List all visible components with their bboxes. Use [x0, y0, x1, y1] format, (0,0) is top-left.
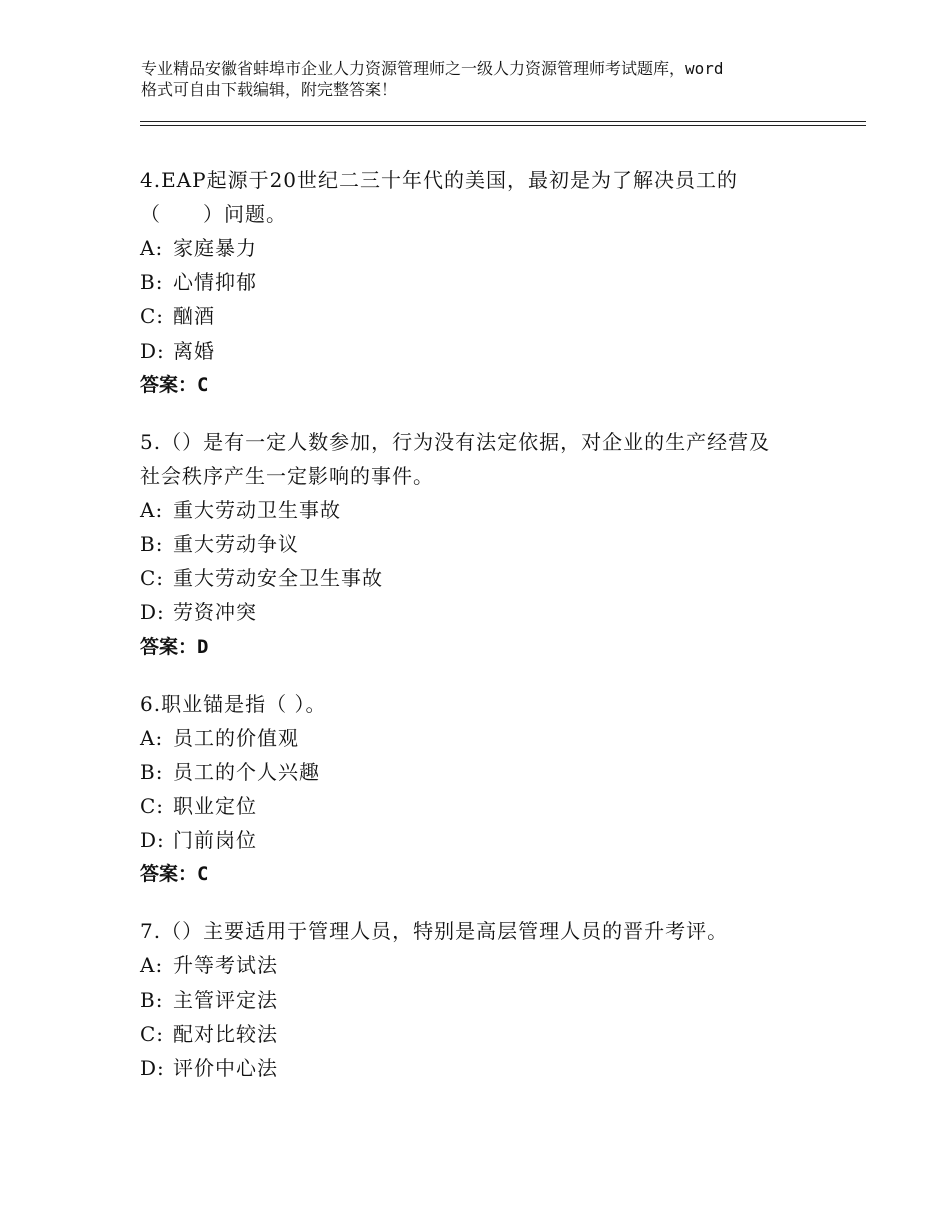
option-text: 重大劳动卫生事故 — [173, 497, 341, 522]
option-b — [140, 755, 820, 789]
header-title-line-1: 专业精品安徽省蚌埠市企业人力资源管理师之一级人力资源管理师考试题库，word — [141, 59, 724, 78]
option-key: A: — [140, 236, 164, 260]
option-c — [140, 561, 820, 595]
option-d — [140, 595, 820, 629]
option-key: C: — [140, 566, 165, 591]
answer-line: 答案：C — [140, 863, 209, 886]
option-key: B: — [140, 532, 164, 557]
option-key: D: — [140, 338, 165, 363]
option-a — [140, 231, 820, 265]
question-stem-continued: （ ）问题。 — [140, 202, 287, 226]
question-stem: 5.（）是有一定人数参加，行为没有法定依据，对企业的生产经营及 — [140, 429, 771, 454]
option-d — [140, 823, 820, 857]
option-b — [140, 265, 820, 299]
option-key: D: — [140, 600, 165, 625]
option-d — [140, 334, 820, 368]
option-key: A: — [140, 725, 164, 750]
question-list — [140, 163, 820, 1108]
question-7 — [140, 914, 820, 1085]
option-text: 职业定位 — [173, 794, 257, 819]
document-header — [141, 58, 831, 100]
option-a — [140, 948, 820, 982]
option-text: 劳资冲突 — [173, 600, 257, 625]
answer-line: 答案：C — [140, 373, 209, 396]
option-key: A: — [140, 953, 164, 978]
option-c — [140, 1017, 820, 1051]
option-text: 主管评定法 — [173, 987, 278, 1012]
question-stem: 4.EAP起源于20世纪二三十年代的美国，最初是为了解决员工的 — [140, 168, 739, 192]
option-key: C: — [140, 794, 165, 819]
option-text: 心情抑郁 — [173, 270, 257, 295]
option-text: 门前岗位 — [173, 828, 257, 853]
option-a — [140, 721, 820, 755]
question-stem-continued: 社会秩序产生一定影响的事件。 — [140, 463, 434, 488]
question-stem: 7.（）主要适用于管理人员，特别是高层管理人员的晋升考评。 — [140, 919, 729, 944]
option-a — [140, 493, 820, 527]
option-text: 酗酒 — [173, 304, 215, 329]
option-key: C: — [140, 1021, 165, 1046]
option-d — [140, 1051, 820, 1085]
option-key: D: — [140, 1056, 165, 1081]
option-key: B: — [140, 987, 164, 1012]
option-key: A: — [140, 497, 164, 522]
option-key: C: — [140, 304, 165, 329]
header-title-line-2: 格式可自由下载编辑，附完整答案！ — [141, 80, 398, 99]
option-key: B: — [140, 759, 164, 784]
option-text: 员工的价值观 — [173, 725, 299, 750]
option-text: 离婚 — [173, 338, 215, 363]
option-key: B: — [140, 270, 164, 295]
option-text: 配对比较法 — [173, 1021, 278, 1046]
answer-line: 答案：D — [140, 635, 209, 658]
option-c — [140, 789, 820, 823]
option-text: 升等考试法 — [173, 953, 278, 978]
option-text: 员工的个人兴趣 — [173, 759, 320, 784]
option-b — [140, 983, 820, 1017]
option-text: 家庭暴力 — [173, 236, 257, 260]
question-6 — [140, 687, 820, 892]
question-4 — [140, 163, 820, 402]
question-stem: 6.职业锚是指（ ）。 — [140, 691, 327, 716]
question-5 — [140, 425, 820, 664]
option-text: 重大劳动安全卫生事故 — [173, 566, 383, 591]
option-c — [140, 299, 820, 333]
option-text: 重大劳动争议 — [173, 532, 299, 557]
option-key: D: — [140, 828, 165, 853]
header-divider — [140, 121, 866, 126]
option-text: 评价中心法 — [173, 1056, 278, 1081]
option-b — [140, 527, 820, 561]
